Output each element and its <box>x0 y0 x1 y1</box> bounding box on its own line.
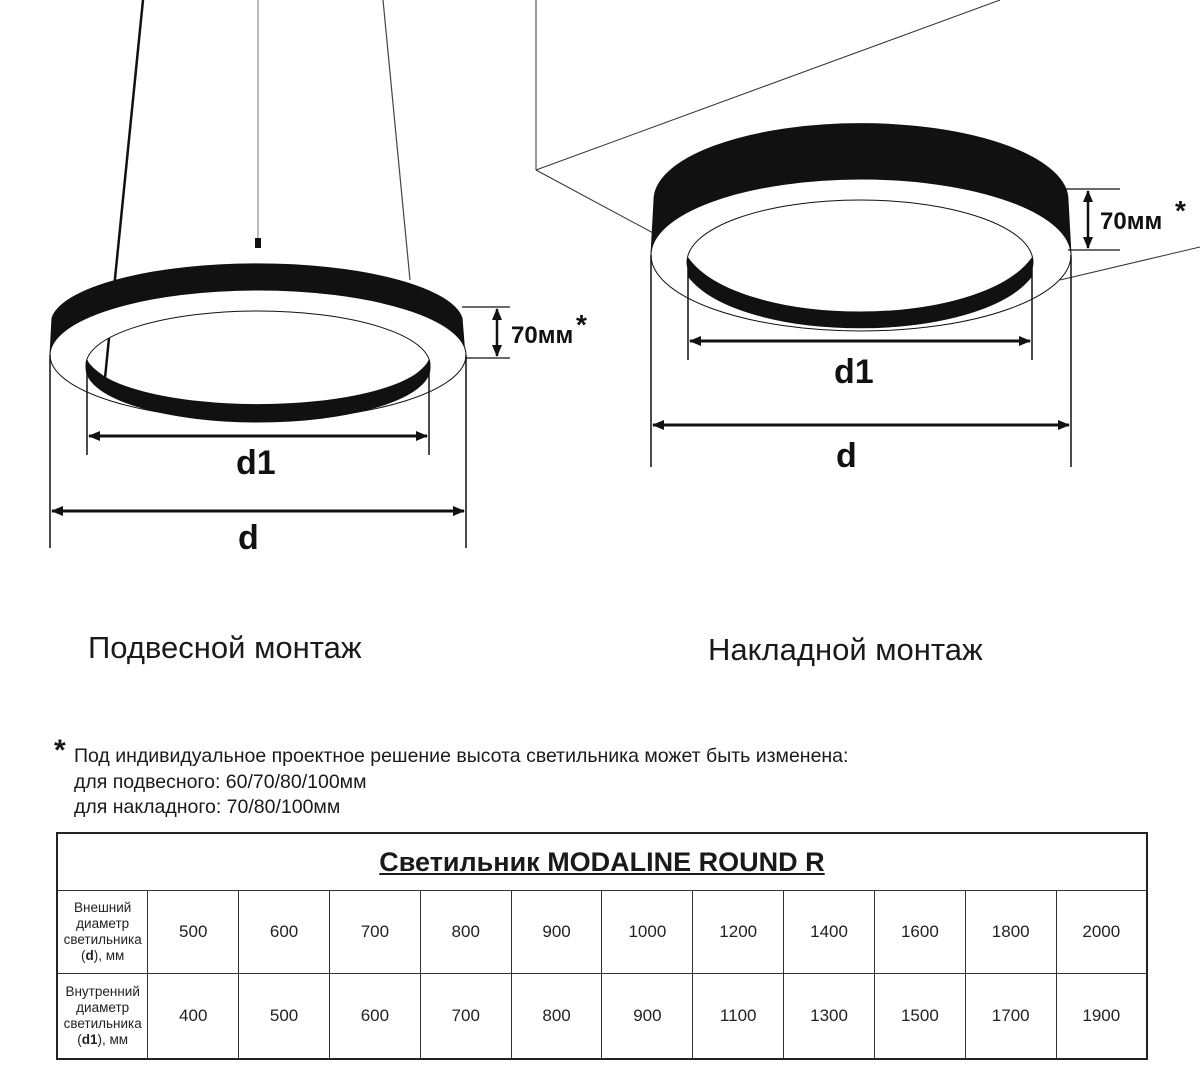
row-header-outer-diameter: Внешний диаметр светильника (d), мм <box>57 891 148 974</box>
table-cell: 800 <box>420 891 511 974</box>
left-height-asterisk: * <box>576 309 587 340</box>
footnote-asterisk: * <box>54 734 66 767</box>
table-cell: 400 <box>148 974 239 1060</box>
dimensions-table <box>56 832 1148 1060</box>
table-row-outer-diameter <box>57 891 1147 974</box>
table-cell: 1300 <box>784 974 875 1060</box>
footnote-line-3: для накладного: 70/80/100мм <box>74 796 341 818</box>
table-cell: 500 <box>148 891 239 974</box>
footnote-line-1: Под индивидуальное проектное решение высота светильника может быть изменена: <box>74 745 849 767</box>
table-cell: 700 <box>329 891 420 974</box>
table-cell: 1100 <box>693 974 784 1060</box>
right-height-asterisk: * <box>1175 195 1186 226</box>
table-cell: 1800 <box>965 891 1056 974</box>
table-cell: 700 <box>420 974 511 1060</box>
surface-mount-caption: Накладной монтаж <box>708 632 983 667</box>
table-cell: 2000 <box>1056 891 1147 974</box>
table-cell: 900 <box>602 974 693 1060</box>
table-cell: 1200 <box>693 891 784 974</box>
ring-top-face <box>651 179 1071 331</box>
right-outer-diameter-label: d <box>836 437 857 475</box>
table-cell: 900 <box>511 891 602 974</box>
table-cell: 600 <box>239 891 330 974</box>
table-cell: 600 <box>329 974 420 1060</box>
table-cell: 1700 <box>965 974 1056 1060</box>
ceiling-edge-left <box>536 170 655 234</box>
table-cell: 1900 <box>1056 974 1147 1060</box>
table-cell: 1400 <box>784 891 875 974</box>
right-inner-diameter-label: d1 <box>834 353 874 391</box>
table-cell: 1500 <box>874 974 965 1060</box>
row-header-inner-diameter: Внутренний диаметр светильника (d1), мм <box>57 974 148 1060</box>
cord-connector <box>255 238 261 248</box>
left-outer-diameter-label: d <box>238 519 259 557</box>
suspension-cable-right <box>383 0 410 280</box>
left-height-label: 70мм <box>511 322 574 349</box>
table-cell: 1000 <box>602 891 693 974</box>
right-height-label: 70мм <box>1100 208 1163 235</box>
pendant-lamp-drawing <box>50 0 510 548</box>
table-cell: 800 <box>511 974 602 1060</box>
ring-top-face <box>50 290 466 420</box>
table-row-inner-diameter <box>57 974 1147 1060</box>
table-cell: 500 <box>239 974 330 1060</box>
left-inner-diameter-label: d1 <box>236 444 276 482</box>
table-cell: 1600 <box>874 891 965 974</box>
table-title: Светильник MODALINE ROUND R <box>57 833 1147 891</box>
footnote-line-2: для подвесного: 60/70/80/100мм <box>74 771 367 793</box>
ceiling-edge-right <box>1060 247 1200 280</box>
pendant-mount-caption: Подвесной монтаж <box>88 630 362 665</box>
